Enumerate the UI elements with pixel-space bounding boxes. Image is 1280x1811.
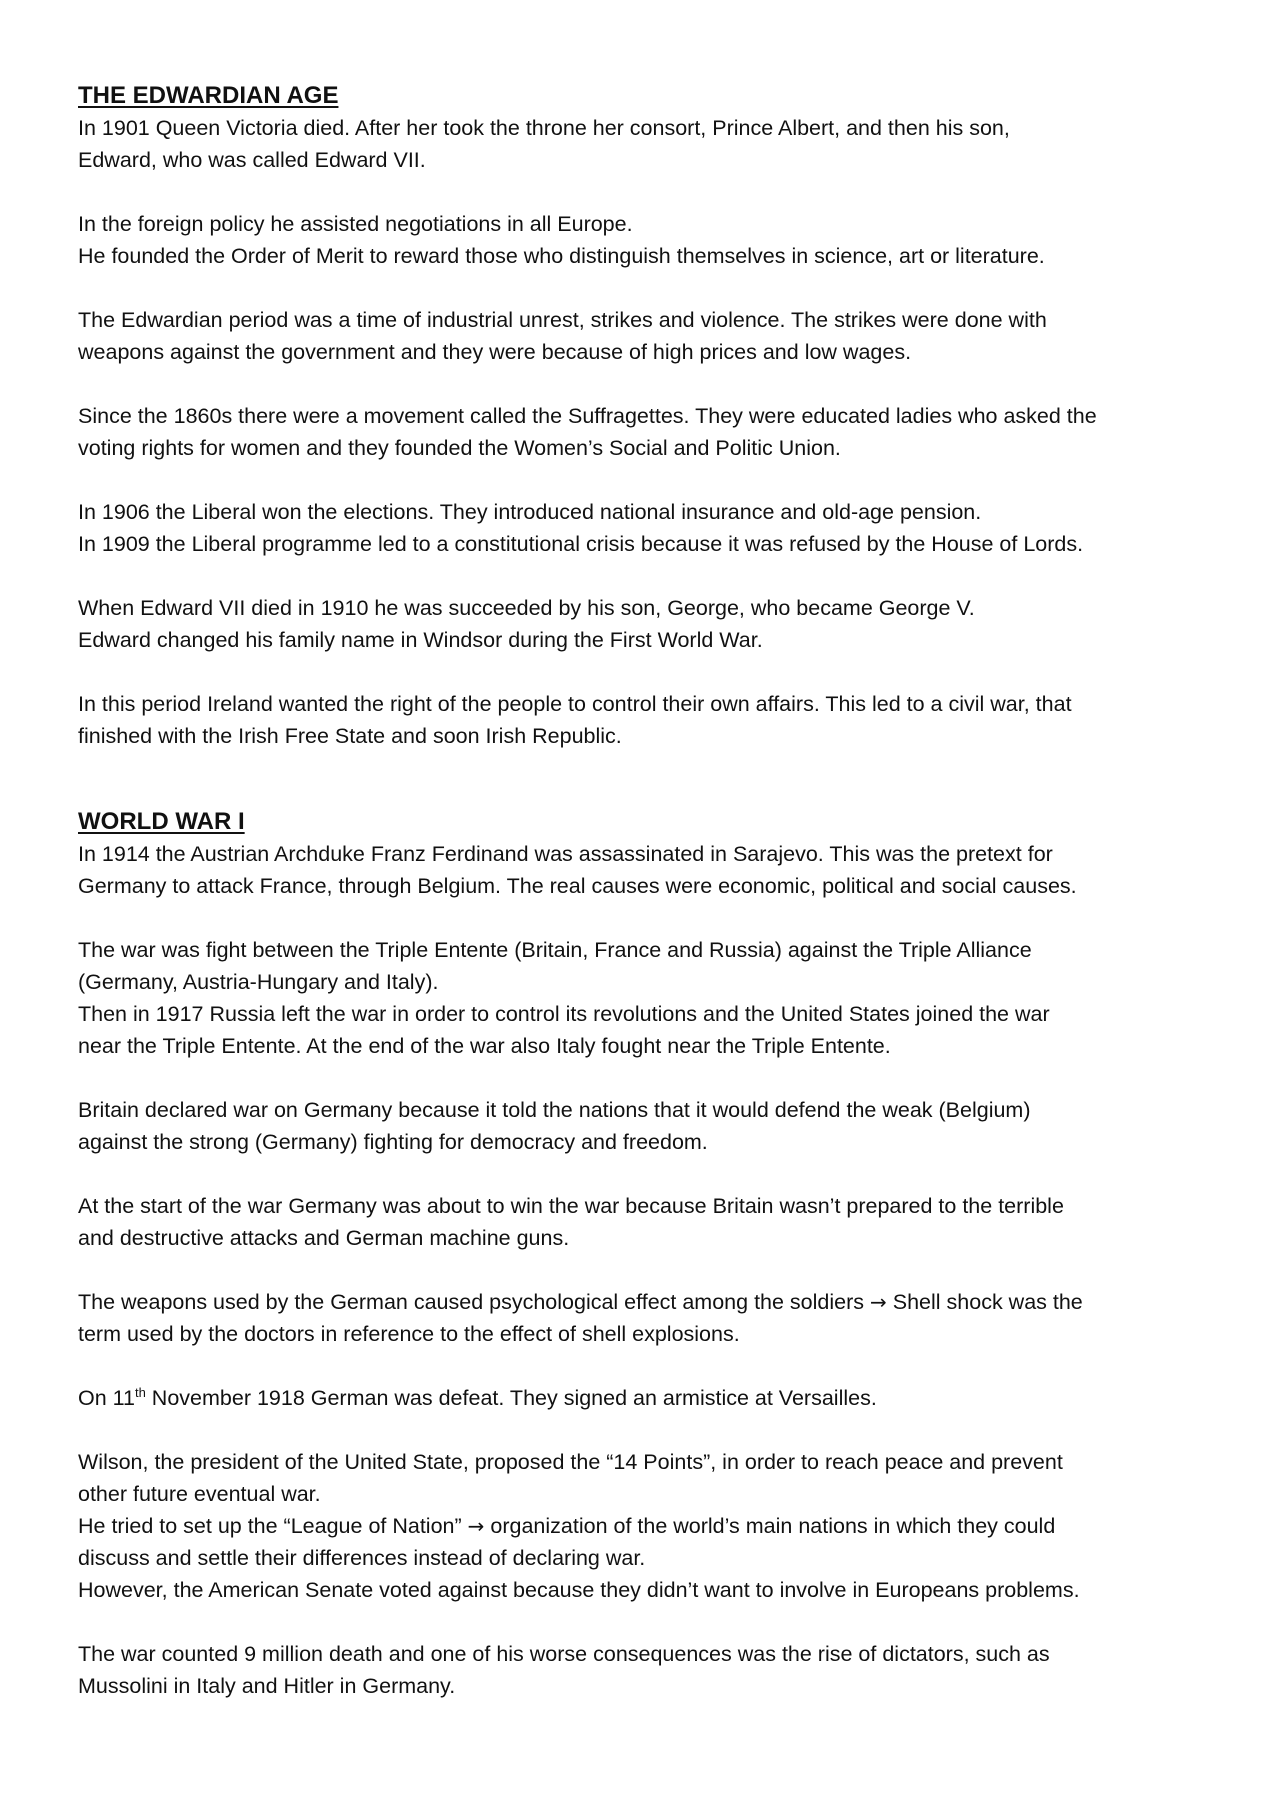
text-line: The war counted 9 million death and one of his worse consequences was the rise of dictators, such as <box>78 1642 1050 1666</box>
paragraph <box>78 934 1228 1062</box>
text-line: In this period Ireland wanted the right of the people to control their own affairs. This led to a civil war, that <box>78 692 1072 716</box>
arrow-right-icon: → <box>870 1290 887 1314</box>
text-line: weapons against the government and they were because of high prices and low wages. <box>78 340 912 364</box>
text-line: discuss and settle their differences instead of declaring war. <box>78 1546 646 1570</box>
text-line: In 1906 the Liberal won the elections. They introduced national insurance and old-age pension. <box>78 500 982 524</box>
paragraph <box>78 592 1228 656</box>
text-line: finished with the Irish Free State and soon Irish Republic. <box>78 724 622 748</box>
text-line: Then in 1917 Russia left the war in order to control its revolutions and the United States joined the war <box>78 1002 1050 1026</box>
paragraph <box>78 1638 1228 1702</box>
text-line: near the Triple Entente. At the end of the war also Italy fought near the Triple Entente. <box>78 1034 891 1058</box>
arrow-right-icon: → <box>467 1514 485 1538</box>
paragraph <box>78 496 1228 560</box>
text-line: (Germany, Austria-Hungary and Italy). <box>78 970 439 994</box>
text-line <box>78 1510 1228 1542</box>
text-line: voting rights for women and they founded the Women’s Social and Politic Union. <box>78 436 841 460</box>
text-line: In the foreign policy he assisted negotiations in all Europe. <box>78 212 633 236</box>
text-segment: organization of the world’s main nations in which they could <box>490 1514 1056 1538</box>
text-line: Britain declared war on Germany because it told the nations that it would defend the weak (Belgium) <box>78 1098 1031 1122</box>
text-line: When Edward VII died in 1910 he was succeeded by his son, George, who became George V. <box>78 596 975 620</box>
paragraph <box>78 1094 1228 1158</box>
ordinal-superscript: th <box>134 1385 146 1400</box>
paragraph <box>78 304 1228 368</box>
document-page <box>78 80 1228 1702</box>
text-segment: Shell shock was the <box>892 1290 1083 1314</box>
text-segment: On 11 <box>78 1386 135 1410</box>
paragraph <box>78 208 1228 272</box>
text-line: In 1909 the Liberal programme led to a constitutional crisis because it was refused by the House of Lords. <box>78 532 1084 556</box>
paragraph <box>78 1286 1228 1350</box>
text-segment: The weapons used by the German caused psychological effect among the soldiers <box>78 1290 865 1314</box>
text-line: Germany to attack France, through Belgium. The real causes were economic, political and social causes. <box>78 874 1077 898</box>
text-line: Since the 1860s there were a movement called the Suffragettes. They were educated ladies who asked the <box>78 404 1097 428</box>
paragraph <box>78 688 1228 752</box>
text-line: Wilson, the president of the United State, proposed the “14 Points”, in order to reach peace and prevent <box>78 1450 1063 1474</box>
section-title-edwardian-age: THE EDWARDIAN AGE <box>78 82 339 109</box>
section-spacer <box>78 752 1228 806</box>
text-line <box>78 1382 1228 1414</box>
paragraph <box>78 1190 1228 1254</box>
text-line <box>78 1286 1228 1318</box>
text-line: term used by the doctors in reference to the effect of shell explosions. <box>78 1322 740 1346</box>
text-line: The war was fight between the Triple Entente (Britain, France and Russia) against the Triple Alliance <box>78 938 1032 962</box>
text-line: In 1914 the Austrian Archduke Franz Ferdinand was assassinated in Sarajevo. This was the pretext for <box>78 842 1053 866</box>
text-line: Edward changed his family name in Windsor during the First World War. <box>78 628 763 652</box>
text-line: At the start of the war Germany was about to win the war because Britain wasn’t prepared to the terrible <box>78 1194 1064 1218</box>
text-line: In 1901 Queen Victoria died. After her took the throne her consort, Prince Albert, and then his son, <box>78 116 1010 140</box>
text-line: against the strong (Germany) fighting for democracy and freedom. <box>78 1130 708 1154</box>
text-line: However, the American Senate voted against because they didn’t want to involve in Europeans problems. <box>78 1578 1080 1602</box>
text-line: Edward, who was called Edward VII. <box>78 148 426 172</box>
text-line: The Edwardian period was a time of industrial unrest, strikes and violence. The strikes were done with <box>78 308 1047 332</box>
section-title-world-war-i: WORLD WAR I <box>78 808 245 835</box>
paragraph <box>78 1382 1228 1414</box>
text-segment: He tried to set up the “League of Nation” <box>78 1514 462 1538</box>
text-line: He founded the Order of Merit to reward those who distinguish themselves in science, art or literature. <box>78 244 1045 268</box>
text-line: and destructive attacks and German machine guns. <box>78 1226 570 1250</box>
paragraph <box>78 1446 1228 1606</box>
text-line: other future eventual war. <box>78 1482 321 1506</box>
paragraph <box>78 112 1228 176</box>
paragraph <box>78 838 1228 902</box>
text-segment: November 1918 German was defeat. They signed an armistice at Versailles. <box>145 1386 877 1410</box>
paragraph <box>78 400 1228 464</box>
text-line: Mussolini in Italy and Hitler in Germany. <box>78 1674 456 1698</box>
